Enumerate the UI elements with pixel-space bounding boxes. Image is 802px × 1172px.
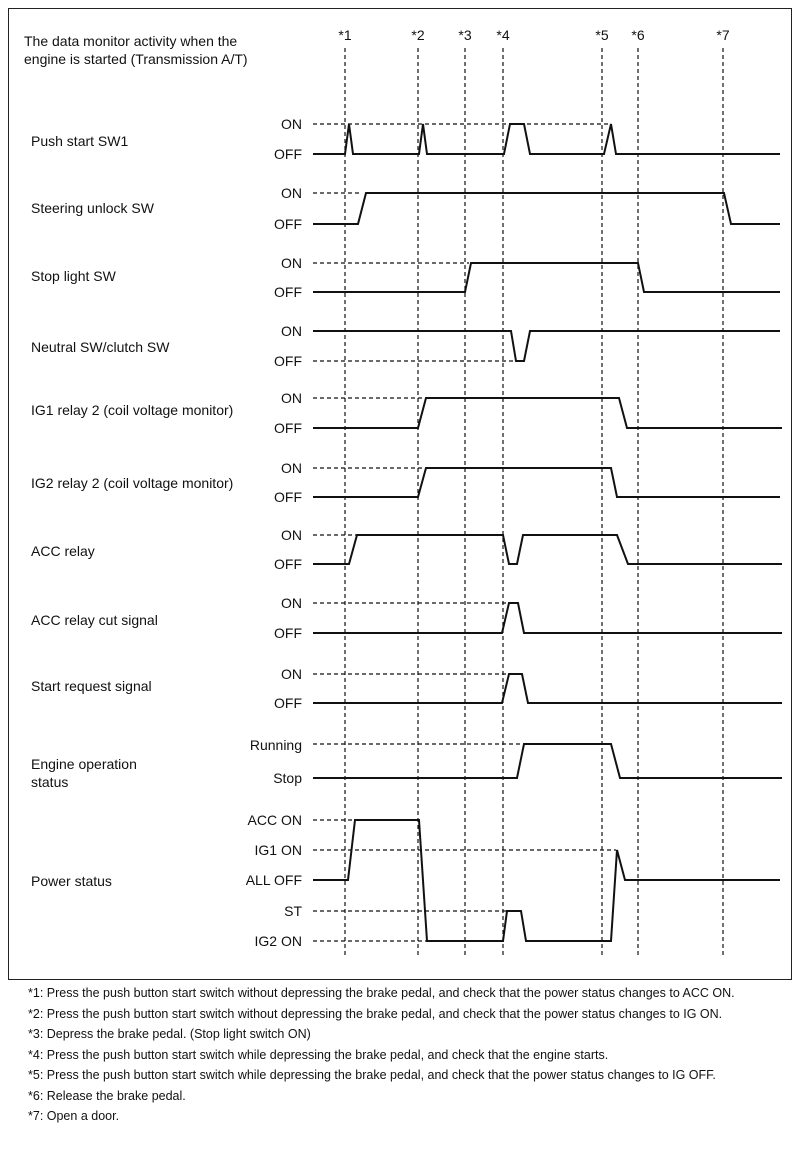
state-high-label: ON xyxy=(281,460,302,476)
marker-2: *2 xyxy=(411,27,425,43)
state-high-label: ON xyxy=(281,527,302,543)
header-line-2: engine is started (Transmission A/T) xyxy=(24,51,248,67)
signal-waveform xyxy=(313,331,780,361)
state-low-label: OFF xyxy=(274,353,302,369)
note-1: *1: Press the push button start switch without depressing the brake pedal, and check that the power status changes to ACC ON. xyxy=(28,986,735,1000)
power-status-label: Power status xyxy=(31,873,112,889)
signal-label: IG2 relay 2 (coil voltage monitor) xyxy=(31,475,234,491)
signal-acc-relay xyxy=(31,527,782,572)
signal-label: IG1 relay 2 (coil voltage monitor) xyxy=(31,402,234,418)
state-low-label: Stop xyxy=(273,770,302,786)
signal-label: Steering unlock SW xyxy=(31,200,154,216)
signal-ig1-relay-2 xyxy=(31,390,782,436)
note-4: *4: Press the push button start switch while depressing the brake pedal, and check that the engine starts. xyxy=(28,1047,609,1062)
state-high-label: ON xyxy=(281,595,302,611)
signal-waveform xyxy=(313,193,780,224)
level-reference-lines xyxy=(313,820,616,941)
note-2: *2: Press the push button start switch without depressing the brake pedal, and check that the power status changes to IG ON. xyxy=(28,1006,723,1021)
signal-waveform xyxy=(313,535,782,564)
state-low-label: OFF xyxy=(274,556,302,572)
state-low-label: OFF xyxy=(274,284,302,300)
signal-label: ACC relay cut signal xyxy=(31,612,158,628)
state-low-label: OFF xyxy=(274,489,302,505)
signal-label: Start request signal xyxy=(31,678,152,694)
state-high-label: Running xyxy=(249,737,302,753)
state-high-label: ON xyxy=(281,390,302,406)
state-low-label: OFF xyxy=(274,146,302,162)
level-st: ST xyxy=(284,903,302,919)
signal-acc-relay-cut xyxy=(31,595,782,641)
state-high-label: ON xyxy=(281,116,302,132)
signal-engine-operation-status xyxy=(31,737,782,790)
state-low-label: OFF xyxy=(274,625,302,641)
marker-3: *3 xyxy=(458,27,472,43)
signal-label-line-1: Engine operation xyxy=(31,756,137,772)
signal-waveform xyxy=(313,468,780,497)
note-3: *3: Depress the brake pedal. (Stop light switch ON) xyxy=(28,1027,311,1041)
level-ig2-on: IG2 ON xyxy=(254,933,302,949)
state-high-label: ON xyxy=(281,323,302,339)
signal-waveform xyxy=(313,398,782,428)
signal-waveform xyxy=(313,263,780,292)
signal-ig2-relay-2 xyxy=(31,460,780,505)
signal-label: Push start SW1 xyxy=(31,133,129,149)
marker-5: *5 xyxy=(595,27,609,43)
marker-7: *7 xyxy=(716,27,730,43)
signal-waveform xyxy=(313,124,780,154)
note-7: *7: Open a door. xyxy=(28,1109,120,1123)
state-low-label: OFF xyxy=(274,216,302,232)
footnotes xyxy=(28,985,794,1129)
signal-push-start-sw1 xyxy=(31,116,780,162)
state-low-label: OFF xyxy=(274,420,302,436)
signal-label: Stop light SW xyxy=(31,268,116,284)
signal-stop-light-sw xyxy=(31,255,780,300)
signal-label: ACC relay xyxy=(31,543,95,559)
marker-4: *4 xyxy=(496,27,510,43)
signal-label-line-2: status xyxy=(31,774,69,790)
level-acc-on: ACC ON xyxy=(247,812,302,828)
signal-waveform xyxy=(313,820,780,941)
level-ig1-on: IG1 ON xyxy=(254,842,302,858)
state-low-label: OFF xyxy=(274,695,302,711)
state-high-label: ON xyxy=(281,255,302,271)
signal-waveform xyxy=(313,744,782,778)
signal-waveform xyxy=(313,674,782,703)
level-all-off: ALL OFF xyxy=(245,872,302,888)
signal-waveform xyxy=(313,603,782,633)
signal-neutral-sw xyxy=(31,323,780,369)
note-6: *6: Release the brake pedal. xyxy=(28,1088,186,1103)
signal-power-status xyxy=(31,812,780,949)
signal-steering-unlock-sw xyxy=(31,185,780,232)
signal-label: Neutral SW/clutch SW xyxy=(31,339,170,355)
marker-1: *1 xyxy=(338,27,352,43)
marker-6: *6 xyxy=(631,27,645,43)
signal-start-request xyxy=(31,666,782,711)
state-high-label: ON xyxy=(281,666,302,682)
state-high-label: ON xyxy=(281,185,302,201)
header-line-1: The data monitor activity when the xyxy=(24,33,238,49)
note-5: *5: Press the push button start switch while depressing the brake pedal, and check that the power status changes to IG OFF. xyxy=(28,1068,716,1082)
